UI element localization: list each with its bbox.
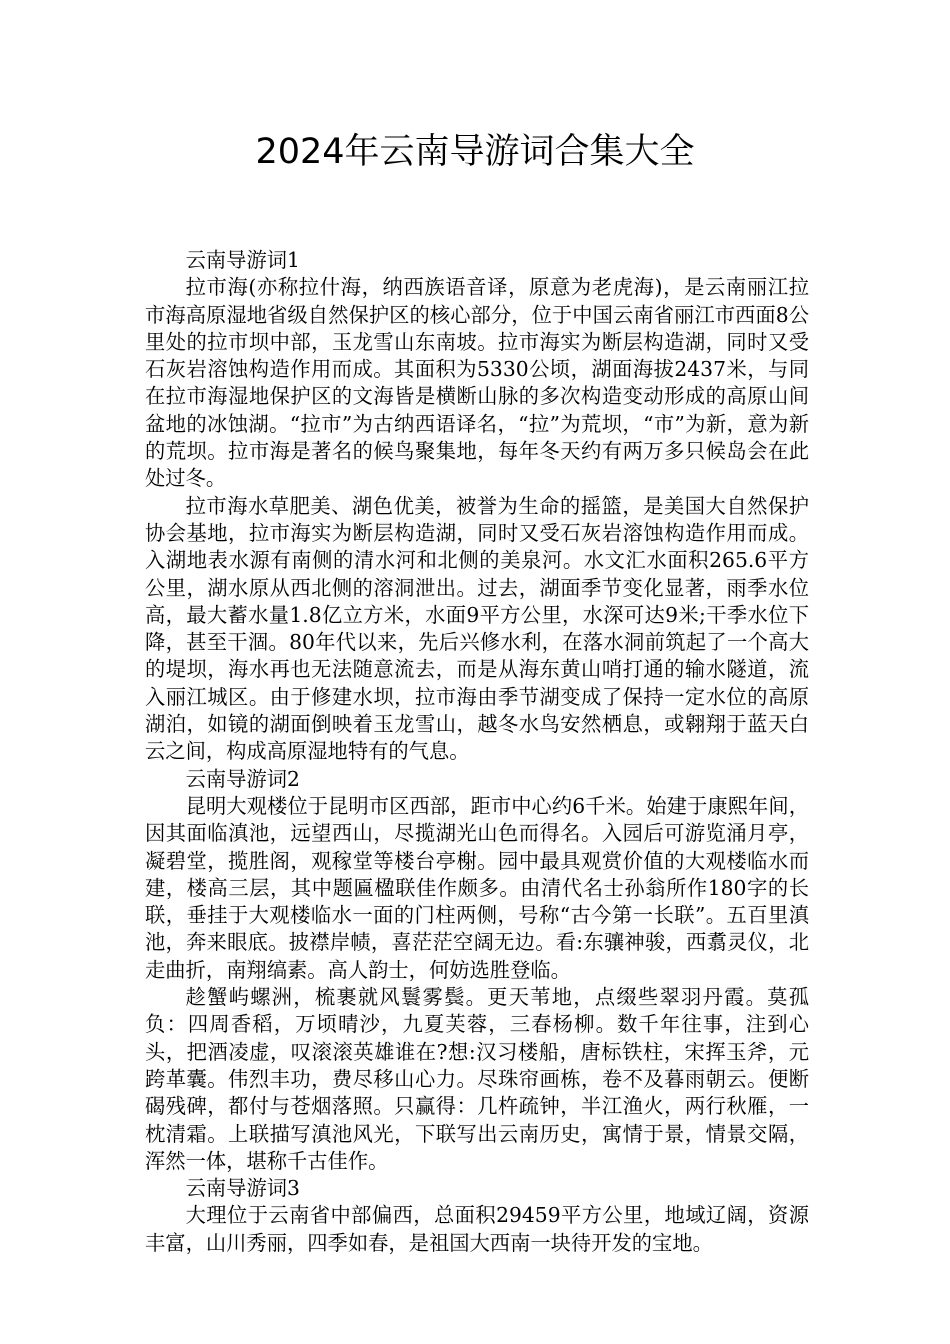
paragraph: 昆明大观楼位于昆明市区西部，距市中心约6千米。始建于康熙年间，因其面临滇池，远望西山，尽揽湖光山色而得名。入园后可游览涌月亭，凝碧堂，揽胜阁，观稼堂等楼台亭榭。园中最具观赏价值的大观楼临水而建，楼高三层，其中题匾楹联佳作颇多。由清代名士孙翁所作180字的长联，垂挂于大观楼临水一面的门柱两侧，号称“古今第一长联”。五百里滇池，奔来眼底。披襟岸帻，喜茫茫空阔无边。看:东骧神骏，西翥灵仪，北走曲折，南翔缟素。高人韵士，何妨选胜登临。 (145, 793, 809, 982)
document-body (145, 247, 809, 1257)
section-heading: 云南导游词3 (185, 1176, 300, 1201)
section-heading: 云南导游词2 (185, 766, 300, 791)
paragraph: 趁蟹屿螺洲，梳裹就风鬟雾鬓。更天苇地，点缀些翠羽丹霞。莫孤负：四周香稻，万顷晴沙，九夏芙蓉，三春杨柳。数千年往事，注到心头，把酒凌虚，叹滚滚英雄谁在?想:汉习楼船，唐标铁柱，宋挥玉斧，元跨革囊。伟烈丰功，费尽移山心力。尽珠帘画栋，卷不及暮雨朝云。便断碣残碑，都付与苍烟落照。只赢得：几杵疏钟，半江渔火，两行秋雁，一枕清霜。上联描写滇池风光，下联写出云南历史，寓情于景，情景交隔，浑然一体，堪称千古佳作。 (145, 985, 809, 1173)
paragraph: 大理位于云南省中部偏西，总面积29459平方公里，地域辽阔，资源丰富，山川秀丽，四季如春，是祖国大西南一块待开发的宝地。 (145, 1203, 809, 1255)
paragraph: 拉市海(亦称拉什海，纳西族语音译，原意为老虎海)，是云南丽江拉市海高原湿地省级自然保护区的核心部分，位于中国云南省丽江市西面8公里处的拉市坝中部，玉龙雪山东南坡。拉市海实为断层构造湖，同时又受石灰岩溶蚀构造作用而成。其面积为5330公顷，湖面海拔2437米，与同在拉市海湿地保护区的文海皆是横断山脉的多次构造变动形成的高原山间盆地的冰蚀湖。“拉市”为古纳西语译名，“拉”为荒坝，“市”为新，意为新的荒坝。拉市海是著名的候鸟聚集地，每年冬天约有两万多只候岛会在此处过冬。 (145, 275, 809, 491)
paragraph: 拉市海水草肥美、湖色优美，被誉为生命的摇篮，是美国大自然保护协会基地，拉市海实为断层构造湖，同时又受石灰岩溶蚀构造作用而成。入湖地表水源有南侧的清水河和北侧的美泉河。水文汇水面积265.6平方公里，湖水原从西北侧的溶洞泄出。过去，湖面季节变化显著，雨季水位高，最大蓄水量1.8亿立方米，水面9平方公里，水深可达9米;干季水位下降，甚至干涸。80年代以来，先后兴修水利，在落水洞前筑起了一个高大的堤坝，海水再也无法随意流去，而是从海东黄山哨打通的输水隧道，流入丽江城区。由于修建水坝，拉市海由季节湖变成了保持一定水位的高原湖泊，如镜的湖面倒映着玉龙雪山，越冬水鸟安然栖息，或翱翔于蓝天白云之间，构成高原湿地特有的气息。 (145, 493, 809, 764)
section-heading: 云南导游词1 (185, 248, 300, 272)
document-title: 2024年云南导游词合集大全 (255, 132, 695, 172)
